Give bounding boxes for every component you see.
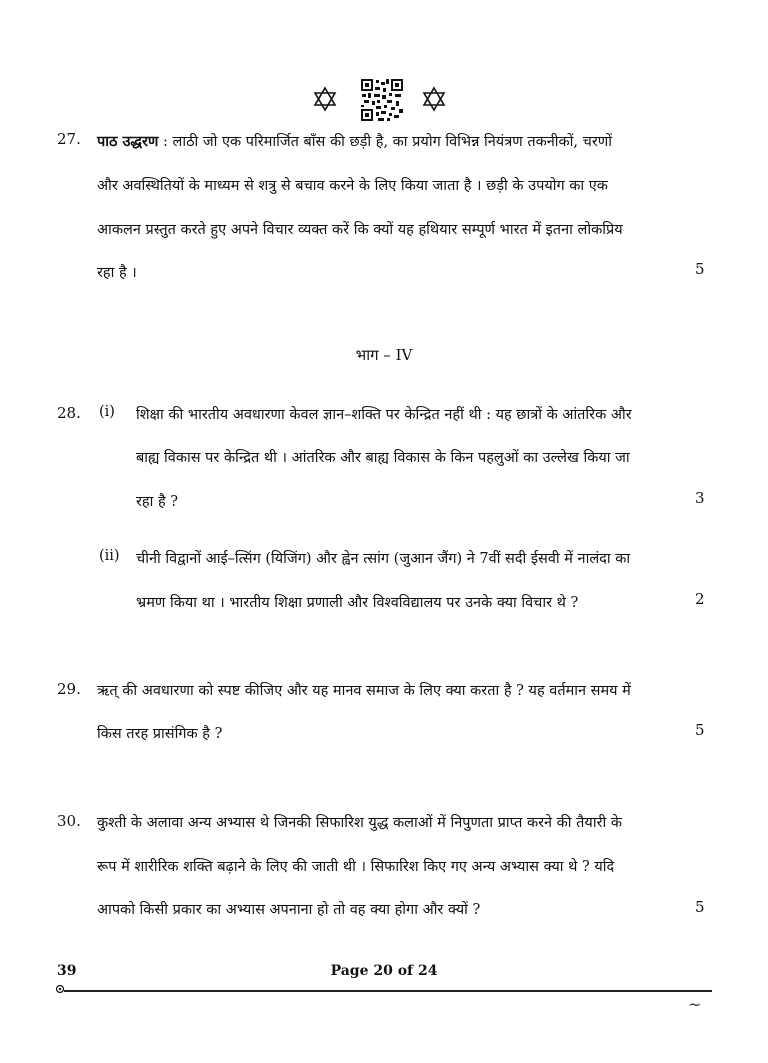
question-line: चीनी विद्वानों आई–त्सिंग (यिजिंग) और ह्वेन त्सांग (जुआन जैंग) ने 7वीं सदी ईसवी में नालंदा का — [136, 551, 631, 567]
question-line: किस तरह प्रासंगिक है ? — [97, 726, 223, 742]
question-line: भ्रमण किया था । भारतीय शिक्षा प्रणाली और विश्वविद्यालय पर उनके क्या विचार थे ? — [136, 595, 579, 611]
question-line: रूप में शारीरिक शक्ति बढ़ाने के लिए की जाती थी । सिफारिश किए गए अन्य अभ्यास क्या थे ? यदि — [97, 859, 615, 875]
footer-tilde: ~ — [688, 995, 702, 1014]
question-number: 28. — [57, 404, 81, 422]
footer-divider — [64, 990, 712, 992]
question-number: 30. — [57, 812, 81, 830]
question-line: और अवस्थितियों के माध्यम से शत्रु से बचाव करने के लिए किया जाता है । छड़ी के उपयोग का एक — [97, 178, 608, 194]
question-line: रहा है । — [97, 265, 137, 281]
subquestion-label: (i) — [99, 404, 115, 420]
question-line: बाह्य विकास पर केन्द्रित थी । आंतरिक और बाह्य विकास के किन पहलुओं का उल्लेख किया जा — [136, 450, 630, 466]
question-number: 29. — [57, 680, 81, 698]
question-line: आपको किसी प्रकार का अभ्यास अपनाना हो तो वह क्या होगा और क्यों ? — [97, 902, 481, 918]
marks: 5 — [695, 721, 705, 739]
question-line: रहा है ? — [136, 494, 179, 510]
question-line: शिक्षा की भारतीय अवधारणा केवल ज्ञान–शक्ति पर केन्द्रित नहीं थी : यह छात्रों के आंतरिक और — [136, 407, 632, 423]
marks: 3 — [695, 489, 705, 507]
subquestion-label: (ii) — [99, 548, 120, 564]
marks: 2 — [695, 590, 705, 608]
question-label: पाठ उद्धरण — [97, 133, 159, 150]
page-number: Page 20 of 24 — [330, 963, 438, 979]
page-header — [0, 70, 768, 126]
question-line: आकलन प्रस्तुत करते हुए अपने विचार व्यक्त करें कि क्यों यह हथियार सम्पूर्ण भारत में इतना लोकप्रिय — [97, 222, 623, 238]
question-text: : लाठी जो एक परिमार्जित बाँस की छड़ी है, का प्रयोग विभिन्न नियंत्रण तकनीकों, चरणों — [158, 134, 613, 150]
question-line: ऋत् की अवधारणा को स्पष्ट कीजिए और यह मानव समाज के लिए क्या करता है ? यह वर्तमान समय में — [97, 683, 631, 699]
qr-code-icon — [360, 78, 404, 122]
star-of-david-icon-right — [421, 86, 447, 112]
paper-code: 39 — [57, 963, 77, 979]
question-line: कुश्ती के अलावा अन्य अभ्यास थे जिनकी सिफारिश युद्ध कलाओं में निपुणता प्राप्त करने की तैयारी के — [97, 815, 623, 831]
star-of-david-icon-left — [312, 86, 338, 112]
marks: 5 — [695, 898, 705, 916]
section-heading: भाग – IV — [355, 346, 413, 364]
marks: 5 — [695, 260, 705, 278]
question-number: 27. — [57, 130, 81, 148]
question-line — [97, 131, 612, 151]
